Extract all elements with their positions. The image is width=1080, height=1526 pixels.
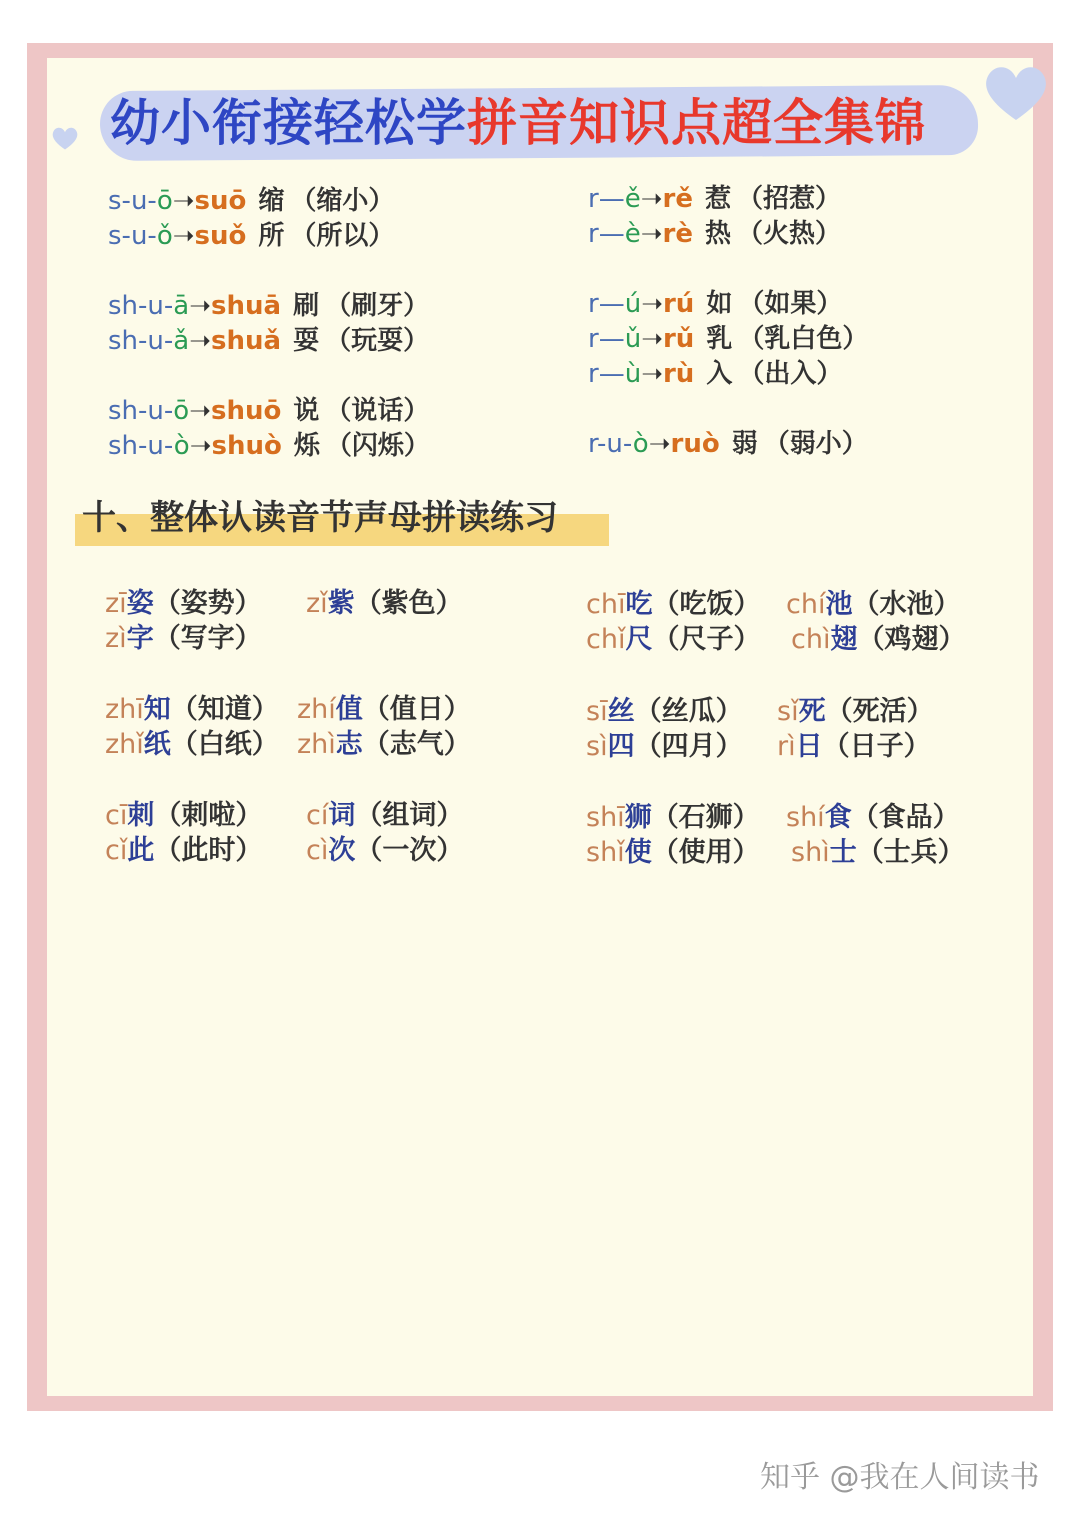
title-part-red: 拼音知识点超全集锦 xyxy=(467,94,926,152)
watermark: 知乎 @我在人间读书 xyxy=(760,1460,1040,1495)
syllable: rě xyxy=(662,184,693,214)
word: （吃饭） xyxy=(652,589,761,620)
word: （说话） xyxy=(325,396,430,426)
dash: - xyxy=(597,429,607,459)
practice-item xyxy=(786,588,960,622)
practice-item xyxy=(586,836,760,870)
word: （水池） xyxy=(852,589,961,620)
practice-item xyxy=(791,836,965,870)
word: （出入） xyxy=(738,359,843,389)
arrow-icon: ➝ xyxy=(641,289,663,319)
word: （闪烁） xyxy=(325,431,430,461)
word: （紫色） xyxy=(354,588,463,619)
practice-item xyxy=(586,730,743,764)
hanzi: 惹 xyxy=(704,184,731,214)
practice-item xyxy=(791,623,965,657)
initial: sh xyxy=(108,291,139,321)
word: （弱小） xyxy=(763,429,868,459)
pinyin: cǐ xyxy=(105,835,128,866)
hanzi: 如 xyxy=(706,289,733,319)
dash: - xyxy=(163,396,174,426)
dash: - xyxy=(147,221,157,251)
initial: sh xyxy=(108,396,139,426)
word: （组词） xyxy=(355,800,464,831)
practice-item xyxy=(105,622,262,656)
word: （士兵） xyxy=(856,837,965,868)
pinyin: sǐ xyxy=(777,696,799,727)
medial: u xyxy=(130,186,148,216)
syllable: shuā xyxy=(211,291,282,321)
dash: - xyxy=(121,186,131,216)
hanzi: 次 xyxy=(328,835,356,866)
arrow-icon: ➝ xyxy=(189,431,212,461)
word: （招惹） xyxy=(736,184,841,214)
word: （所以） xyxy=(290,221,395,251)
practice-item xyxy=(297,728,471,762)
spell-row xyxy=(588,217,841,251)
hanzi: 乳 xyxy=(706,324,733,354)
syllable: rú xyxy=(662,289,695,319)
syllable: shuò xyxy=(211,431,282,461)
hanzi: 知 xyxy=(143,694,171,725)
pinyin: zhǐ xyxy=(105,729,144,760)
hanzi: 刺 xyxy=(127,800,155,831)
hanzi: 食 xyxy=(824,802,852,833)
hanzi: 姿 xyxy=(126,588,154,619)
pinyin: cī xyxy=(105,800,128,831)
initial: sh xyxy=(108,431,139,461)
final: ā xyxy=(173,291,190,321)
pinyin: zhī xyxy=(105,694,144,725)
dash: - xyxy=(138,326,148,356)
pinyin: sī xyxy=(586,696,608,727)
dash: - xyxy=(163,326,174,356)
hanzi: 刷 xyxy=(293,291,320,321)
hanzi: 值 xyxy=(335,694,363,725)
hanzi: 狮 xyxy=(624,802,652,833)
final: ò xyxy=(632,429,649,459)
medial: u xyxy=(147,291,164,321)
final: è xyxy=(624,219,641,249)
practice-item xyxy=(777,695,934,729)
hanzi: 志 xyxy=(335,729,363,760)
final: ú xyxy=(624,289,642,319)
pinyin: chī xyxy=(586,589,626,620)
section-heading: 十、整体认读音节声母拼读练习 xyxy=(82,498,558,538)
dash: - xyxy=(138,291,148,321)
word: （一次） xyxy=(355,835,464,866)
medial: u xyxy=(130,221,148,251)
arrow-icon: ➝ xyxy=(189,326,212,356)
final: ō xyxy=(156,186,173,216)
spell-row xyxy=(108,289,429,323)
hanzi: 纸 xyxy=(143,729,171,760)
dash: - xyxy=(138,431,148,461)
dash: — xyxy=(598,184,625,214)
hanzi: 热 xyxy=(704,219,731,249)
arrow-icon: ➝ xyxy=(640,184,663,214)
pinyin: zì xyxy=(105,623,127,654)
spell-row xyxy=(108,429,430,463)
arrow-icon: ➝ xyxy=(189,291,212,321)
final: ǎ xyxy=(173,326,190,356)
final: ō xyxy=(173,396,190,426)
final: ě xyxy=(624,184,641,214)
word: （写字） xyxy=(153,623,262,654)
spell-row xyxy=(588,427,868,461)
pinyin: zī xyxy=(105,588,127,619)
medial: u xyxy=(147,431,164,461)
pinyin: cí xyxy=(306,800,329,831)
hanzi: 吃 xyxy=(625,589,653,620)
initial: r xyxy=(588,324,599,354)
initial: r xyxy=(588,429,598,459)
hanzi: 池 xyxy=(825,589,853,620)
pinyin: chí xyxy=(786,589,826,620)
word: （刷牙） xyxy=(325,291,430,321)
hanzi: 尺 xyxy=(625,624,653,655)
word: （刺啦） xyxy=(154,800,263,831)
dash: - xyxy=(622,429,633,459)
hanzi: 翅 xyxy=(830,624,858,655)
hanzi: 士 xyxy=(829,837,857,868)
syllable: shuō xyxy=(211,396,282,426)
syllable: rǔ xyxy=(662,324,695,354)
word: （尺子） xyxy=(652,624,761,655)
practice-item xyxy=(586,695,743,729)
word: （此时） xyxy=(154,835,263,866)
word: （使用） xyxy=(651,837,760,868)
practice-item xyxy=(297,693,471,727)
practice-item xyxy=(105,834,262,868)
arrow-icon: ➝ xyxy=(189,396,212,426)
pinyin: chǐ xyxy=(586,624,626,655)
pinyin: sì xyxy=(586,731,608,762)
practice-item xyxy=(306,834,463,868)
practice-item xyxy=(105,693,279,727)
word: （乳白色） xyxy=(738,324,869,354)
spell-row xyxy=(588,357,842,391)
practice-item xyxy=(306,799,463,833)
word: （日子） xyxy=(822,731,931,762)
initial: r xyxy=(588,359,599,389)
word: （知道） xyxy=(170,694,279,725)
hanzi: 此 xyxy=(127,835,155,866)
practice-item xyxy=(586,588,760,622)
pinyin: chì xyxy=(791,624,831,655)
word: （食品） xyxy=(851,802,960,833)
word: （丝瓜） xyxy=(634,696,743,727)
dash: - xyxy=(163,431,174,461)
syllable: rù xyxy=(662,359,695,389)
practice-item xyxy=(306,587,463,621)
hanzi: 烁 xyxy=(293,431,320,461)
word: （玩耍） xyxy=(325,326,430,356)
word: （志气） xyxy=(362,729,471,760)
arrow-icon: ➝ xyxy=(641,359,663,389)
syllable: suǒ xyxy=(194,221,247,251)
pinyin: shí xyxy=(786,802,825,833)
dash: — xyxy=(598,359,625,389)
hanzi: 缩 xyxy=(258,186,285,216)
dash: - xyxy=(138,396,148,426)
hanzi: 使 xyxy=(624,837,652,868)
medial: u xyxy=(147,326,164,356)
word: （死活） xyxy=(825,696,934,727)
initial: sh xyxy=(108,326,139,356)
word: （鸡翅） xyxy=(857,624,966,655)
pinyin: shì xyxy=(791,837,830,868)
hanzi: 所 xyxy=(258,221,285,251)
practice-item xyxy=(586,623,760,657)
heart-icon xyxy=(980,58,1052,126)
pinyin: rì xyxy=(777,731,796,762)
spell-row xyxy=(108,184,394,218)
practice-item xyxy=(105,799,262,833)
syllable: ruò xyxy=(670,429,720,459)
medial: u xyxy=(147,396,164,426)
arrow-icon: ➝ xyxy=(172,186,195,216)
initial: r xyxy=(588,219,599,249)
word: （缩小） xyxy=(290,186,395,216)
spell-row xyxy=(108,394,429,428)
initial: s xyxy=(108,221,122,251)
final: ǒ xyxy=(156,221,173,251)
practice-item xyxy=(105,587,262,621)
hanzi: 四 xyxy=(607,731,635,762)
word: （石狮） xyxy=(651,802,760,833)
pinyin: shī xyxy=(586,802,625,833)
syllable: rè xyxy=(662,219,693,249)
dash: — xyxy=(598,289,625,319)
pinyin: zhì xyxy=(297,729,336,760)
hanzi: 入 xyxy=(706,359,733,389)
pinyin: shǐ xyxy=(586,837,625,868)
hanzi: 死 xyxy=(798,696,826,727)
pinyin: cì xyxy=(306,835,329,866)
title-part-blue: 幼小衔接轻松学 xyxy=(110,94,467,152)
final: ù xyxy=(624,359,642,389)
page-title xyxy=(110,88,990,158)
dash: — xyxy=(598,324,625,354)
spell-row xyxy=(108,324,429,358)
hanzi: 词 xyxy=(328,800,356,831)
final: ǔ xyxy=(624,324,642,354)
word: （姿势） xyxy=(153,588,262,619)
spell-row xyxy=(588,322,868,356)
hanzi: 弱 xyxy=(731,429,758,459)
hanzi: 日 xyxy=(795,731,823,762)
initial: s xyxy=(108,186,122,216)
practice-item xyxy=(586,801,760,835)
initial: r xyxy=(588,289,599,319)
hanzi: 说 xyxy=(293,396,320,426)
dash: - xyxy=(121,221,131,251)
word: （值日） xyxy=(362,694,471,725)
dash: — xyxy=(598,219,625,249)
spell-row xyxy=(588,182,841,216)
initial: r xyxy=(588,184,599,214)
hanzi: 丝 xyxy=(607,696,635,727)
practice-item xyxy=(786,801,960,835)
spell-row xyxy=(588,287,842,321)
arrow-icon: ➝ xyxy=(641,324,663,354)
word: （四月） xyxy=(634,731,743,762)
medial: u xyxy=(606,429,623,459)
practice-item xyxy=(777,730,931,764)
hanzi: 紫 xyxy=(327,588,355,619)
word: （火热） xyxy=(736,219,841,249)
syllable: suō xyxy=(194,186,247,216)
arrow-icon: ➝ xyxy=(648,429,671,459)
final: ò xyxy=(173,431,190,461)
dash: - xyxy=(163,291,174,321)
word: （白纸） xyxy=(170,729,279,760)
hanzi: 字 xyxy=(126,623,154,654)
hanzi: 耍 xyxy=(293,326,320,356)
practice-item xyxy=(105,728,279,762)
pinyin: zǐ xyxy=(306,588,328,619)
spell-row xyxy=(108,219,394,253)
arrow-icon: ➝ xyxy=(640,219,663,249)
word: （如果） xyxy=(738,289,843,319)
arrow-icon: ➝ xyxy=(172,221,195,251)
heart-icon xyxy=(50,124,80,152)
syllable: shuǎ xyxy=(211,326,282,356)
pinyin: zhí xyxy=(297,694,336,725)
dash: - xyxy=(147,186,157,216)
